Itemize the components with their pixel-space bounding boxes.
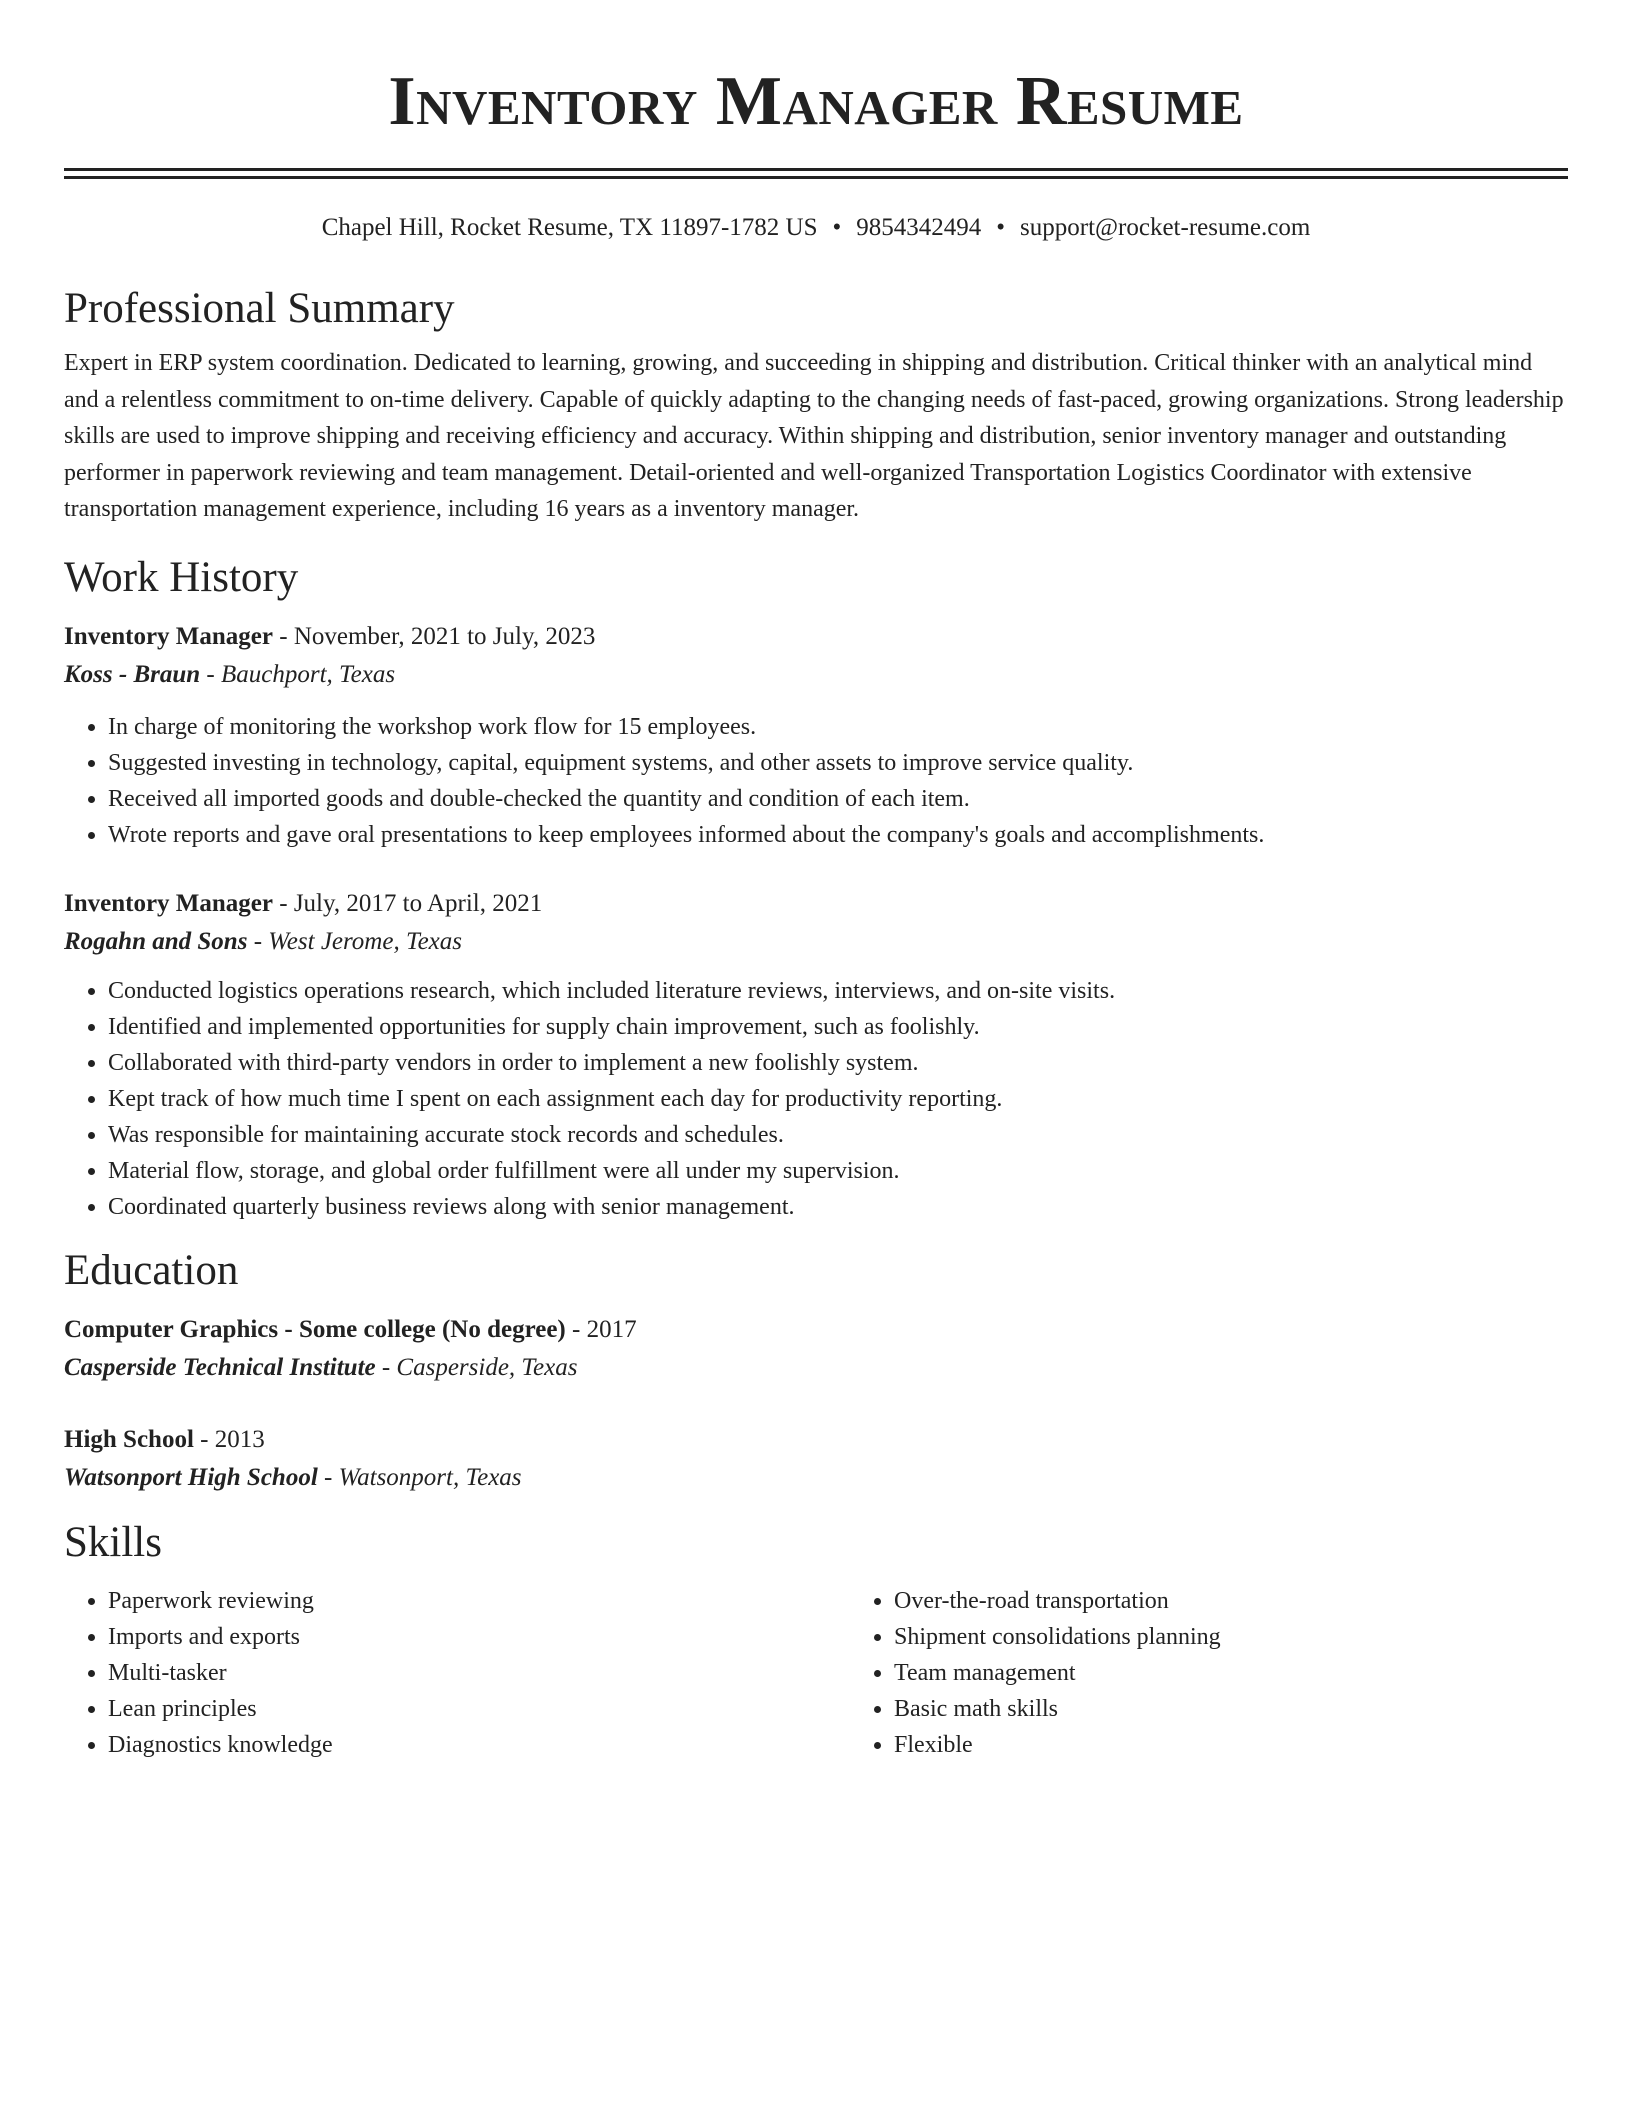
list-item: • Conducted logistics operations research, which included literature reviews, interviews, and on-site visits.: [108, 973, 1568, 1009]
job-dates: - November, 2021 to July, 2023: [273, 622, 596, 650]
list-item: • Wrote reports and gave oral presentations to keep employees informed about the company's goals and accomplishments.: [108, 817, 1568, 853]
contact-separator: •: [996, 214, 1006, 241]
skills-list-left: [64, 1583, 850, 1763]
education-entry: [64, 1421, 1568, 1497]
contact-email: support@rocket-resume.com: [1020, 214, 1311, 241]
contact-phone: 9854342494: [856, 214, 982, 241]
skill-item: • Shipment consolidations planning: [894, 1619, 1632, 1655]
job-title: Inventory Manager: [64, 889, 273, 917]
job-title-line: [64, 618, 1568, 656]
education-school: Watsonport High School: [64, 1463, 318, 1491]
skill-item: • Team management: [894, 1655, 1632, 1691]
education-degree-line: [64, 1311, 1568, 1349]
job-location: - West Jerome, Texas: [247, 927, 462, 955]
skill-item: • Basic math skills: [894, 1691, 1632, 1727]
skills-heading: Skills: [64, 1518, 162, 1566]
education-degree: Computer Graphics - Some college (No degree): [64, 1315, 566, 1343]
education-location: - Casperside, Texas: [375, 1353, 578, 1381]
summary-heading: Professional Summary: [64, 285, 455, 332]
job-entry: [64, 618, 1568, 853]
title-double-rule: [64, 168, 1568, 179]
skill-item: • Lean principles: [108, 1691, 850, 1727]
education-school-line: [64, 1349, 1568, 1387]
education-heading: Education: [64, 1246, 239, 1294]
list-item: • Was responsible for maintaining accurate stock records and schedules.: [108, 1117, 1568, 1153]
list-item: • Collaborated with third-party vendors in order to implement a new foolishly system.: [108, 1045, 1568, 1081]
list-item: • In charge of monitoring the workshop work flow for 15 employees.: [108, 709, 1568, 745]
list-item: • Coordinated quarterly business reviews along with senior management.: [108, 1189, 1568, 1225]
job-dates: - July, 2017 to April, 2021: [273, 889, 543, 917]
education-degree: High School: [64, 1425, 194, 1453]
education-degree-line: [64, 1421, 1568, 1459]
job-company-line: [64, 656, 1568, 694]
work-history-heading: Work History: [64, 553, 299, 601]
resume-content: [64, 0, 1568, 1763]
skill-item: • Paperwork reviewing: [108, 1583, 850, 1619]
job-title-line: [64, 885, 1568, 923]
skills-columns: [64, 1583, 1568, 1763]
summary-text: Expert in ERP system coordination. Dedicated to learning, growing, and succeeding in shipping and distribution. Critical thinker with an analytical mind and a relentless commitment to on-time delivery. Capable of quickly adapting to the changing needs of fast-paced, growing organizations. Strong leadership skills are used to improve shipping and receiving efficiency and accuracy. Within shipping and distribution, senior inventory manager and outstanding performer in paperwork reviewing and team management. Detail-oriented and well-organized Transportation Logistics Coordinator with extensive transportation management experience, including 16 years as a inventory manager.: [64, 350, 1564, 522]
job-company: Rogahn and Sons: [64, 927, 248, 955]
education-year: - 2013: [193, 1425, 265, 1453]
education-school: Casperside Technical Institute: [64, 1353, 376, 1381]
skill-item: • Diagnostics knowledge: [108, 1727, 850, 1763]
job-company: Koss - Braun: [64, 660, 201, 688]
skill-item: • Imports and exports: [108, 1619, 850, 1655]
job-bullets: [64, 973, 1568, 1225]
job-bullets: [64, 709, 1568, 853]
job-company-line: [64, 923, 1568, 961]
skill-item: • Flexible: [894, 1727, 1632, 1763]
page-title: Inventory Manager Resume: [388, 63, 1244, 140]
list-item: • Suggested investing in technology, capital, equipment systems, and other assets to improve service quality.: [108, 745, 1568, 781]
education-entry: [64, 1311, 1568, 1387]
skill-item: • Multi-tasker: [108, 1655, 850, 1691]
job-location: - Bauchport, Texas: [200, 660, 396, 688]
education-year: - 2017: [565, 1315, 637, 1343]
job-entry: [64, 885, 1568, 1225]
contact-separator: •: [832, 214, 842, 241]
contact-address: Chapel Hill, Rocket Resume, TX 11897-1782 US: [321, 214, 818, 241]
list-item: • Kept track of how much time I spent on each assignment each day for productivity reporting.: [108, 1081, 1568, 1117]
skill-item: • Over-the-road transportation: [894, 1583, 1632, 1619]
job-title: Inventory Manager: [64, 622, 273, 650]
education-school-line: [64, 1459, 1568, 1497]
list-item: • Received all imported goods and double-checked the quantity and condition of each item.: [108, 781, 1568, 817]
contact-line: [64, 213, 1568, 243]
list-item: • Identified and implemented opportunities for supply chain improvement, such as foolishly.: [108, 1009, 1568, 1045]
skills-list-right: [850, 1583, 1632, 1763]
list-item: • Material flow, storage, and global order fulfillment were all under my supervision.: [108, 1153, 1568, 1189]
education-location: - Watsonport, Texas: [317, 1463, 522, 1491]
